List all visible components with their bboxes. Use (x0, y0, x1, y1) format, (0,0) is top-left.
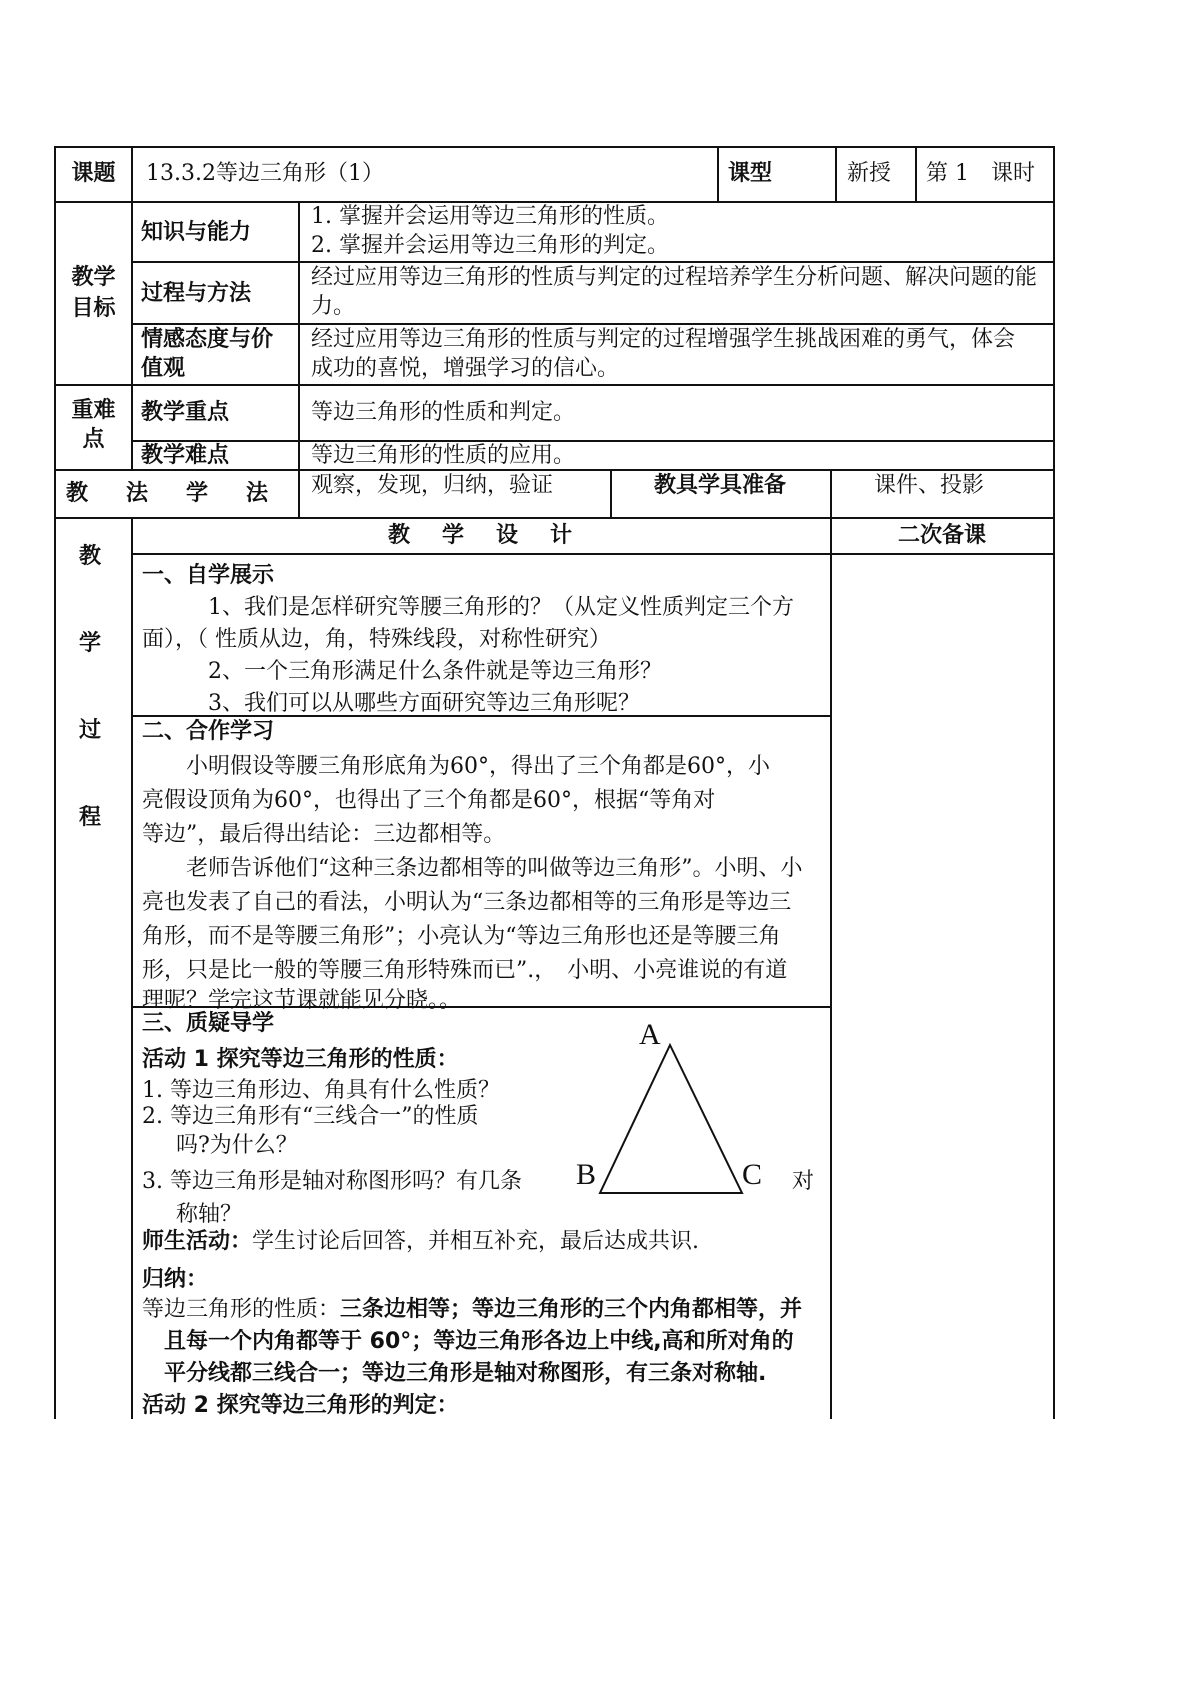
question-3-line2: 称轴？ (176, 1202, 243, 1227)
objectives-label (56, 262, 131, 324)
type-label: 课型 (728, 161, 773, 186)
vertex-a-label: A (639, 1018, 661, 1051)
methods-value: 观察，发现，归纳，验证 (311, 473, 554, 498)
activity-text: 学生讨论后回答，并相互补充，最后达成共识. (252, 1229, 700, 1254)
second-prep-header: 二次备课 (898, 523, 987, 548)
table-divider (131, 517, 133, 1419)
summary-line3: 平分线都三线合一；等边三角形是轴对称图形，有三条对称轴. (164, 1361, 767, 1386)
triangle-figure (570, 1015, 780, 1200)
s1-line: 面），（ 性质从边，角，特殊线段，对称性研究） (142, 627, 611, 652)
emotion-line: 经过应用等边三角形的性质与判定的过程增强学生挑战困难的勇气，体会 (311, 327, 1016, 352)
knowledge-label: 知识与能力 (141, 220, 252, 245)
table-divider (131, 553, 1055, 555)
methods-label: 教法学法 (66, 481, 307, 506)
topic-value: 13.3.2等边三角形（1） (146, 161, 384, 186)
teacher-student-activity (142, 1226, 699, 1257)
s1-line: 2、一个三角形满足什么条件就是等边三角形？ (208, 659, 662, 684)
triangle-abc (600, 1045, 742, 1193)
objectives-label-line2: 目标 (71, 296, 116, 321)
type-value: 新授 (847, 161, 892, 186)
table-divider (131, 146, 133, 469)
section2-title: 二、合作学习 (142, 719, 275, 744)
question-2-line2: 吗?为什么？ (176, 1133, 298, 1158)
difficulty-value: 等边三角形的性质的应用。 (311, 443, 576, 468)
key-points-label-line1: 重难 (71, 398, 116, 423)
summary-line2: 且每一个内角都等于 60°；等边三角形各边上中线,高和所对角的 (164, 1329, 794, 1354)
emotion-label (141, 325, 273, 383)
question-1: 1. 等边三角形边、角具有什么性质？ (142, 1078, 500, 1103)
table-border-left (54, 146, 56, 1419)
summary-text-1: 三条边相等；等边三角形的三个内角都相等，并 (340, 1297, 803, 1322)
process-side-char: 程 (79, 805, 102, 830)
section3-title: 三、质疑导学 (142, 1011, 275, 1036)
table-divider (717, 146, 719, 201)
s2-line: 亮也发表了自己的看法，小明认为“三条边都相等的三角形是等边三 (142, 890, 792, 915)
table-border-right (1053, 146, 1055, 1419)
process-line: 经过应用等边三角形的性质与判定的过程培养学生分析问题、解决问题的能 (311, 265, 1038, 290)
activity2-title: 活动 2 探究等边三角形的判定： (142, 1393, 459, 1418)
s2-line: 亮假设顶角为60°，也得出了三个角都是60°，根据“等角对 (142, 788, 716, 813)
s2-line: 等边”，最后得出结论：三边都相等。 (142, 822, 506, 847)
process-label: 过程与方法 (141, 281, 252, 306)
section1-title: 一、自学展示 (142, 563, 275, 588)
process-side-char: 过 (79, 718, 102, 743)
emotion-label-line1: 情感态度与价 (141, 327, 274, 352)
table-divider (298, 201, 300, 517)
focus-label: 教学重点 (141, 400, 230, 425)
objectives-label-line1: 教学 (71, 265, 116, 290)
summary-title: 归纳： (142, 1267, 209, 1292)
knowledge-item: 1. 掌握并会运用等边三角形的性质。 (311, 204, 669, 229)
vertex-c-label: C (742, 1158, 763, 1191)
s1-line: 3、我们可以从哪些方面研究等边三角形呢？ (208, 691, 640, 716)
process-side-char: 教 (79, 544, 102, 569)
emotion-text (311, 325, 1015, 383)
table-divider (131, 440, 1055, 442)
s2-line: 小明假设等腰三角形底角为60°，得出了三个角都是60°，小 (186, 754, 770, 779)
knowledge-item: 2. 掌握并会运用等边三角形的判定。 (311, 233, 669, 258)
emotion-label-line2: 值观 (141, 356, 186, 381)
summary-prefix: 等边三角形的性质： (142, 1297, 341, 1322)
design-header: 教学设计 (388, 523, 605, 548)
lesson-number: 第 1 课时 (926, 161, 1035, 186)
tools-label: 教具学具准备 (654, 473, 787, 498)
key-points-label-line2: 点 (82, 427, 105, 452)
table-divider (54, 517, 1055, 519)
s2-line: 老师告诉他们“这种三条边都相等的叫做等边三角形”。小明、小 (186, 856, 803, 881)
s2-line: 形，只是比一般的等腰三角形特殊而已”.， 小明、小亮谁说的有道 (142, 958, 788, 983)
vertex-b-label: B (576, 1158, 597, 1191)
tools-value: 课件、投影 (874, 473, 985, 498)
question-3-tail: 对 (792, 1169, 815, 1194)
table-divider (835, 146, 837, 201)
difficulty-label: 教学难点 (141, 443, 230, 468)
table-divider (830, 469, 832, 1419)
table-divider (610, 469, 612, 517)
summary-line1 (142, 1294, 802, 1325)
focus-value: 等边三角形的性质和判定。 (311, 400, 576, 425)
process-text (311, 263, 1037, 321)
question-3-line1: 3. 等边三角形是轴对称图形吗？有几条 (142, 1169, 522, 1194)
question-2-line1: 2. 等边三角形有“三线合一”的性质 (142, 1104, 479, 1129)
topic-label: 课题 (71, 161, 116, 186)
activity-label: 师生活动： (142, 1229, 253, 1254)
s2-line: 角形，而不是等腰三角形”；小亮认为“等边三角形也还是等腰三角 (142, 924, 781, 949)
table-border-top (54, 146, 1055, 148)
emotion-line: 成功的喜悦，增强学习的信心。 (311, 356, 620, 381)
table-divider (915, 146, 917, 201)
activity1-title: 活动 1 探究等边三角形的性质： (142, 1047, 459, 1072)
s1-line: 1、我们是怎样研究等腰三角形的？（从定义性质判定三个方 (208, 595, 794, 620)
s2-line: 理呢？学完这节课就能见分晓。。 (142, 988, 462, 1013)
table-divider (54, 384, 1055, 386)
process-side-char: 学 (79, 631, 102, 656)
process-line: 力。 (311, 294, 356, 319)
knowledge-items (311, 202, 669, 260)
key-points-label (56, 396, 131, 454)
